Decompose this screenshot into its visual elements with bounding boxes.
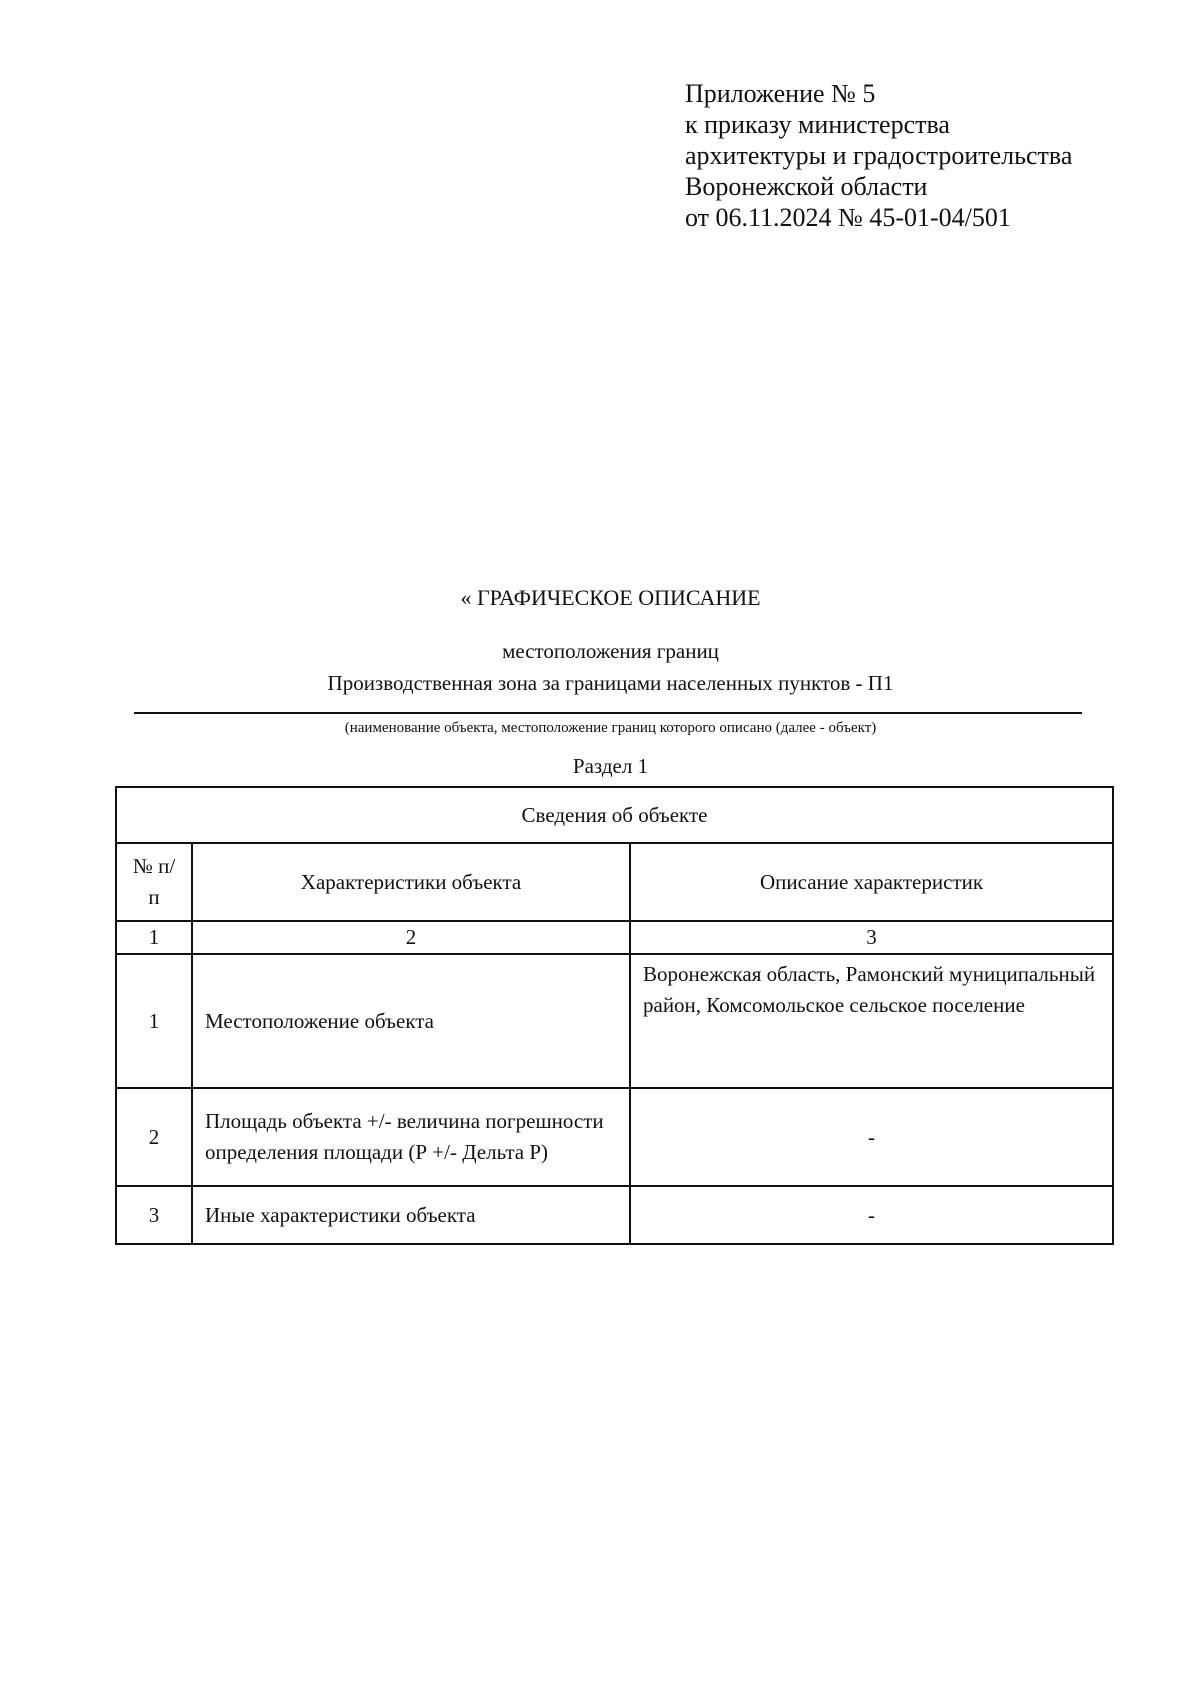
annex-line-2: к приказу министерства	[685, 110, 950, 139]
table-row	[116, 954, 1113, 1088]
row-description: Воронежская область, Рамонский муниципальный район, Комсомольское сельское поселение	[630, 954, 1113, 1088]
row-description: -	[630, 1186, 1113, 1244]
row-characteristic: Площадь объекта +/- величина погрешности определения площади (Р +/- Дельта Р)	[192, 1088, 630, 1186]
document-title: « ГРАФИЧЕСКОЕ ОПИСАНИЕ	[460, 585, 761, 610]
column-number-3: 3	[630, 921, 1113, 954]
header-description: Описание характеристик	[630, 843, 1113, 921]
table-caption-row	[116, 787, 1113, 843]
annex-line-5: от 06.11.2024 № 45-01-04/501	[685, 203, 1011, 232]
row-characteristic: Иные характеристики объекта	[192, 1186, 630, 1244]
row-num: 2	[116, 1088, 192, 1186]
column-number-1: 1	[116, 921, 192, 954]
object-info-table	[115, 786, 1114, 1245]
table-caption: Сведения об объекте	[116, 787, 1113, 843]
header-characteristics: Характеристики объекта	[192, 843, 630, 921]
annex-line-4: Воронежской области	[685, 172, 928, 201]
underline-rule	[134, 712, 1082, 714]
column-number-2: 2	[192, 921, 630, 954]
table-header-row	[116, 843, 1113, 921]
subtitle-line-2: Производственная зона за границами населенных пунктов - П1	[327, 671, 894, 695]
object-caption: (наименование объекта, местоположение границ которого описано (далее - объект)	[344, 720, 877, 736]
column-number-row	[116, 921, 1113, 954]
annex-line-1: Приложение № 5	[685, 79, 876, 108]
subtitle-line-1: местоположения границ	[502, 639, 719, 663]
annex-line-3: архитектуры и градостроительства	[685, 141, 1073, 170]
row-num: 1	[116, 954, 192, 1088]
row-characteristic: Местоположение объекта	[192, 954, 630, 1088]
header-num: № п/п	[116, 843, 192, 921]
table-row	[116, 1088, 1113, 1186]
table-row	[116, 1186, 1113, 1244]
section-label: Раздел 1	[572, 754, 649, 778]
row-num: 3	[116, 1186, 192, 1244]
annex-block	[685, 78, 1165, 233]
row-description: -	[630, 1088, 1113, 1186]
